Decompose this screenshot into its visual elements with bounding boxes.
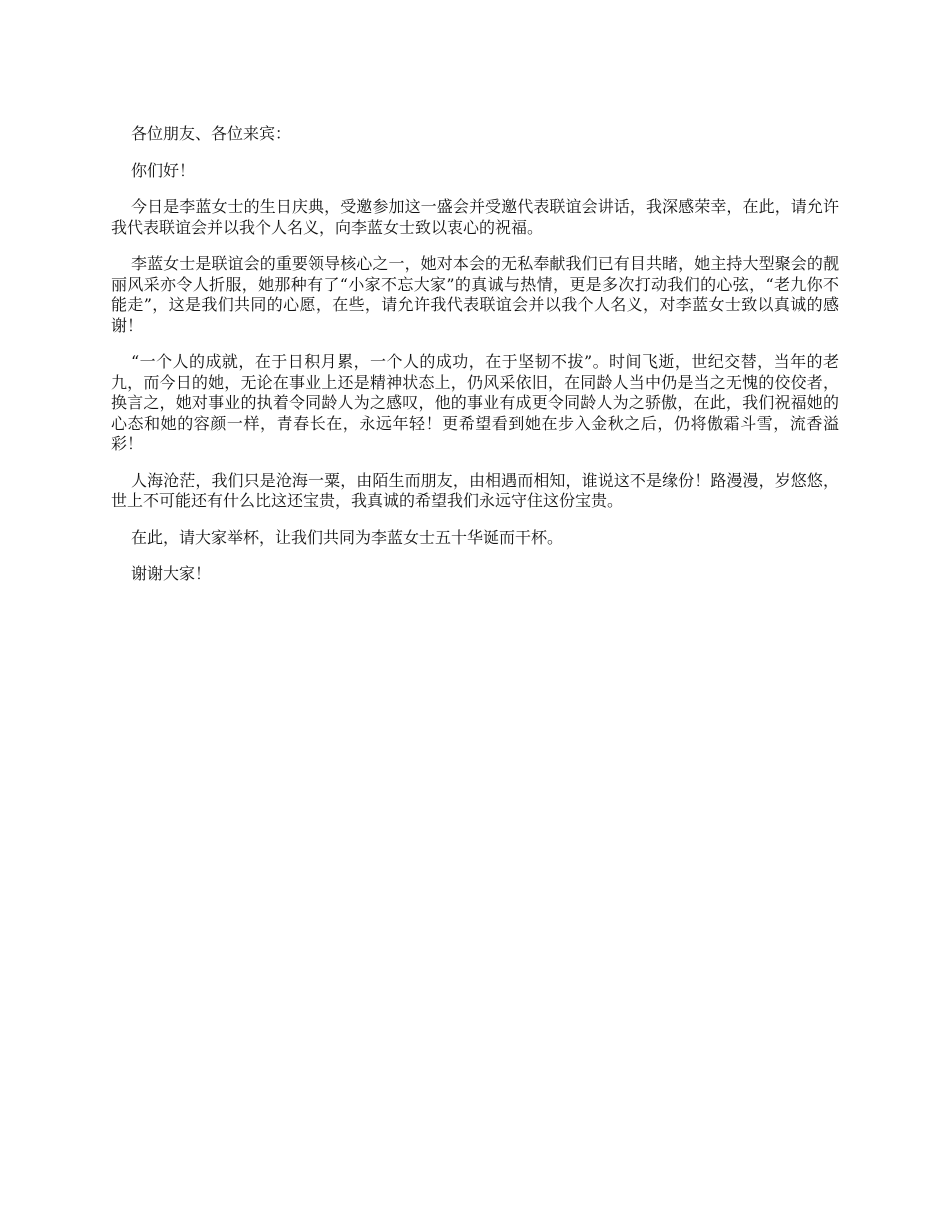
closing: 谢谢大家！ [131, 564, 212, 583]
salutation: 各位朋友、各位来宾： [131, 124, 292, 143]
paragraph-friendship: 人海沧茫，我们只是沧海一粟，由陌生而朋友，由相遇而相知，谁说这不是缘份！路漫漫，岁悠悠，世上不可能还有什么比这还宝贵，我真诚的希望我们永远守住这份宝贵。 [111, 470, 839, 510]
document-body [111, 124, 839, 601]
paragraph-thanks: 李蓝女士是联谊会的重要领导核心之一，她对本会的无私奉献我们已有目共睹，她主持大型聚会的靓丽风采亦令人折服，她那种有了“小家不忘大家”的真诚与热情，更是多次打动我们的心弦，“老九你不能走”，这是我们共同的心愿，在些，请允许我代表联谊会并以我个人名义，对李蓝女士致以真诚的感谢！ [111, 254, 839, 335]
paragraph-toast: 在此，请大家举杯，让我们共同为李蓝女士五十华诞而干杯。 [131, 527, 564, 547]
paragraph-intro: 今日是李蓝女士的生日庆典，受邀参加这一盛会并受邀代表联谊会讲话，我深感荣幸，在此，请允许我代表联谊会并以我个人名义，向李蓝女士致以衷心的祝福。 [111, 197, 839, 237]
paragraph-achievement: “一个人的成就，在于日积月累，一个人的成功，在于坚韧不拔”。时间飞逝，世纪交替，当年的老九，而今日的她，无论在事业上还是精神状态上，仍风采依旧，在同龄人当中仍是当之无愧的佼佼者，换言之，她对事业的执着令同龄人为之感叹，他的事业有成更令同龄人为之骄傲，在此，我们祝福她的心态和她的容颜一样，青春长在，永远年轻！更希望看到她在步入金秋之后，仍将傲霜斗雪，流香溢彩！ [111, 352, 839, 453]
greeting: 你们好！ [131, 160, 196, 180]
